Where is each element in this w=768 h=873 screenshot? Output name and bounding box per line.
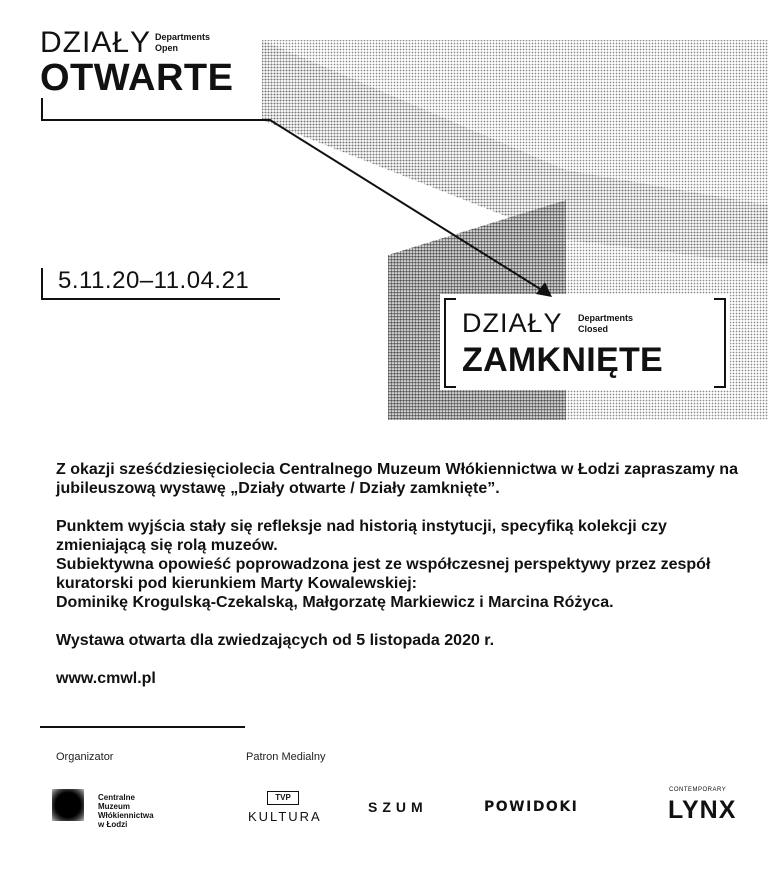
organizer-label: Organizator xyxy=(56,751,114,763)
tvp-logo-box: TVP xyxy=(267,791,299,805)
closed-subtitle-closed: Closed xyxy=(578,324,609,334)
left-bracket xyxy=(444,298,456,388)
right-bracket xyxy=(714,298,726,388)
description xyxy=(56,460,746,688)
curators-line: Dominikę Krogulską-Czekalską, Małgorzatę Markiewicz i Marcina Różyca. xyxy=(56,594,614,611)
closed-title-dzialy: DZIAŁY xyxy=(462,308,563,338)
website-link[interactable]: www.cmwl.pl xyxy=(56,670,156,687)
title-otwarte: OTWARTE xyxy=(40,57,234,99)
closed-title-zamkniete: ZAMKNIĘTE xyxy=(462,341,664,379)
tvp-kultura-logo: KULTURA xyxy=(248,809,322,824)
intro-paragraph: Z okazji sześćdziesięciolecia Centralnego Muzeum Włókiennictwa w Łodzi zapraszamy na jubileuszową wystawę „Działy otwarte / Działy zamknięte”. xyxy=(56,461,738,497)
closed-subtitle-departments: Departments xyxy=(578,313,634,323)
cmwl-logo-text: Centralne Muzeum Włókiennictwa w Łodzi xyxy=(98,793,154,829)
divider xyxy=(40,726,245,728)
patron-label: Patron Medialny xyxy=(246,751,326,763)
context-line-2: Subiektywna opowieść poprowadzona jest ze współczesnej perspektywy przez zespół kuratorski pod kierunkiem Marty Kowalewskiej: xyxy=(56,556,711,592)
subtitle-departments: Departments xyxy=(155,32,211,42)
exhibition-dates: 5.11.20–11.04.21 xyxy=(58,267,250,294)
context-line-1: Punktem wyjścia stały się refleksje nad historią instytucji, specyfiką kolekcji czy zmieniającą się rolą muzeów. xyxy=(56,518,667,554)
title-dzialy: DZIAŁY xyxy=(40,26,152,59)
powidoki-logo: POWIDOKI xyxy=(484,799,579,815)
subtitle-open: Open xyxy=(155,43,179,53)
cmwl-logo-icon xyxy=(52,789,84,821)
opening-line: Wystawa otwarta dla zwiedzających od 5 listopada 2020 r. xyxy=(56,632,495,649)
szum-logo: SZUM xyxy=(368,799,428,815)
lynx-logo: LYNX xyxy=(668,796,737,824)
lynx-logo-tagline: CONTEMPORARY xyxy=(669,787,727,793)
